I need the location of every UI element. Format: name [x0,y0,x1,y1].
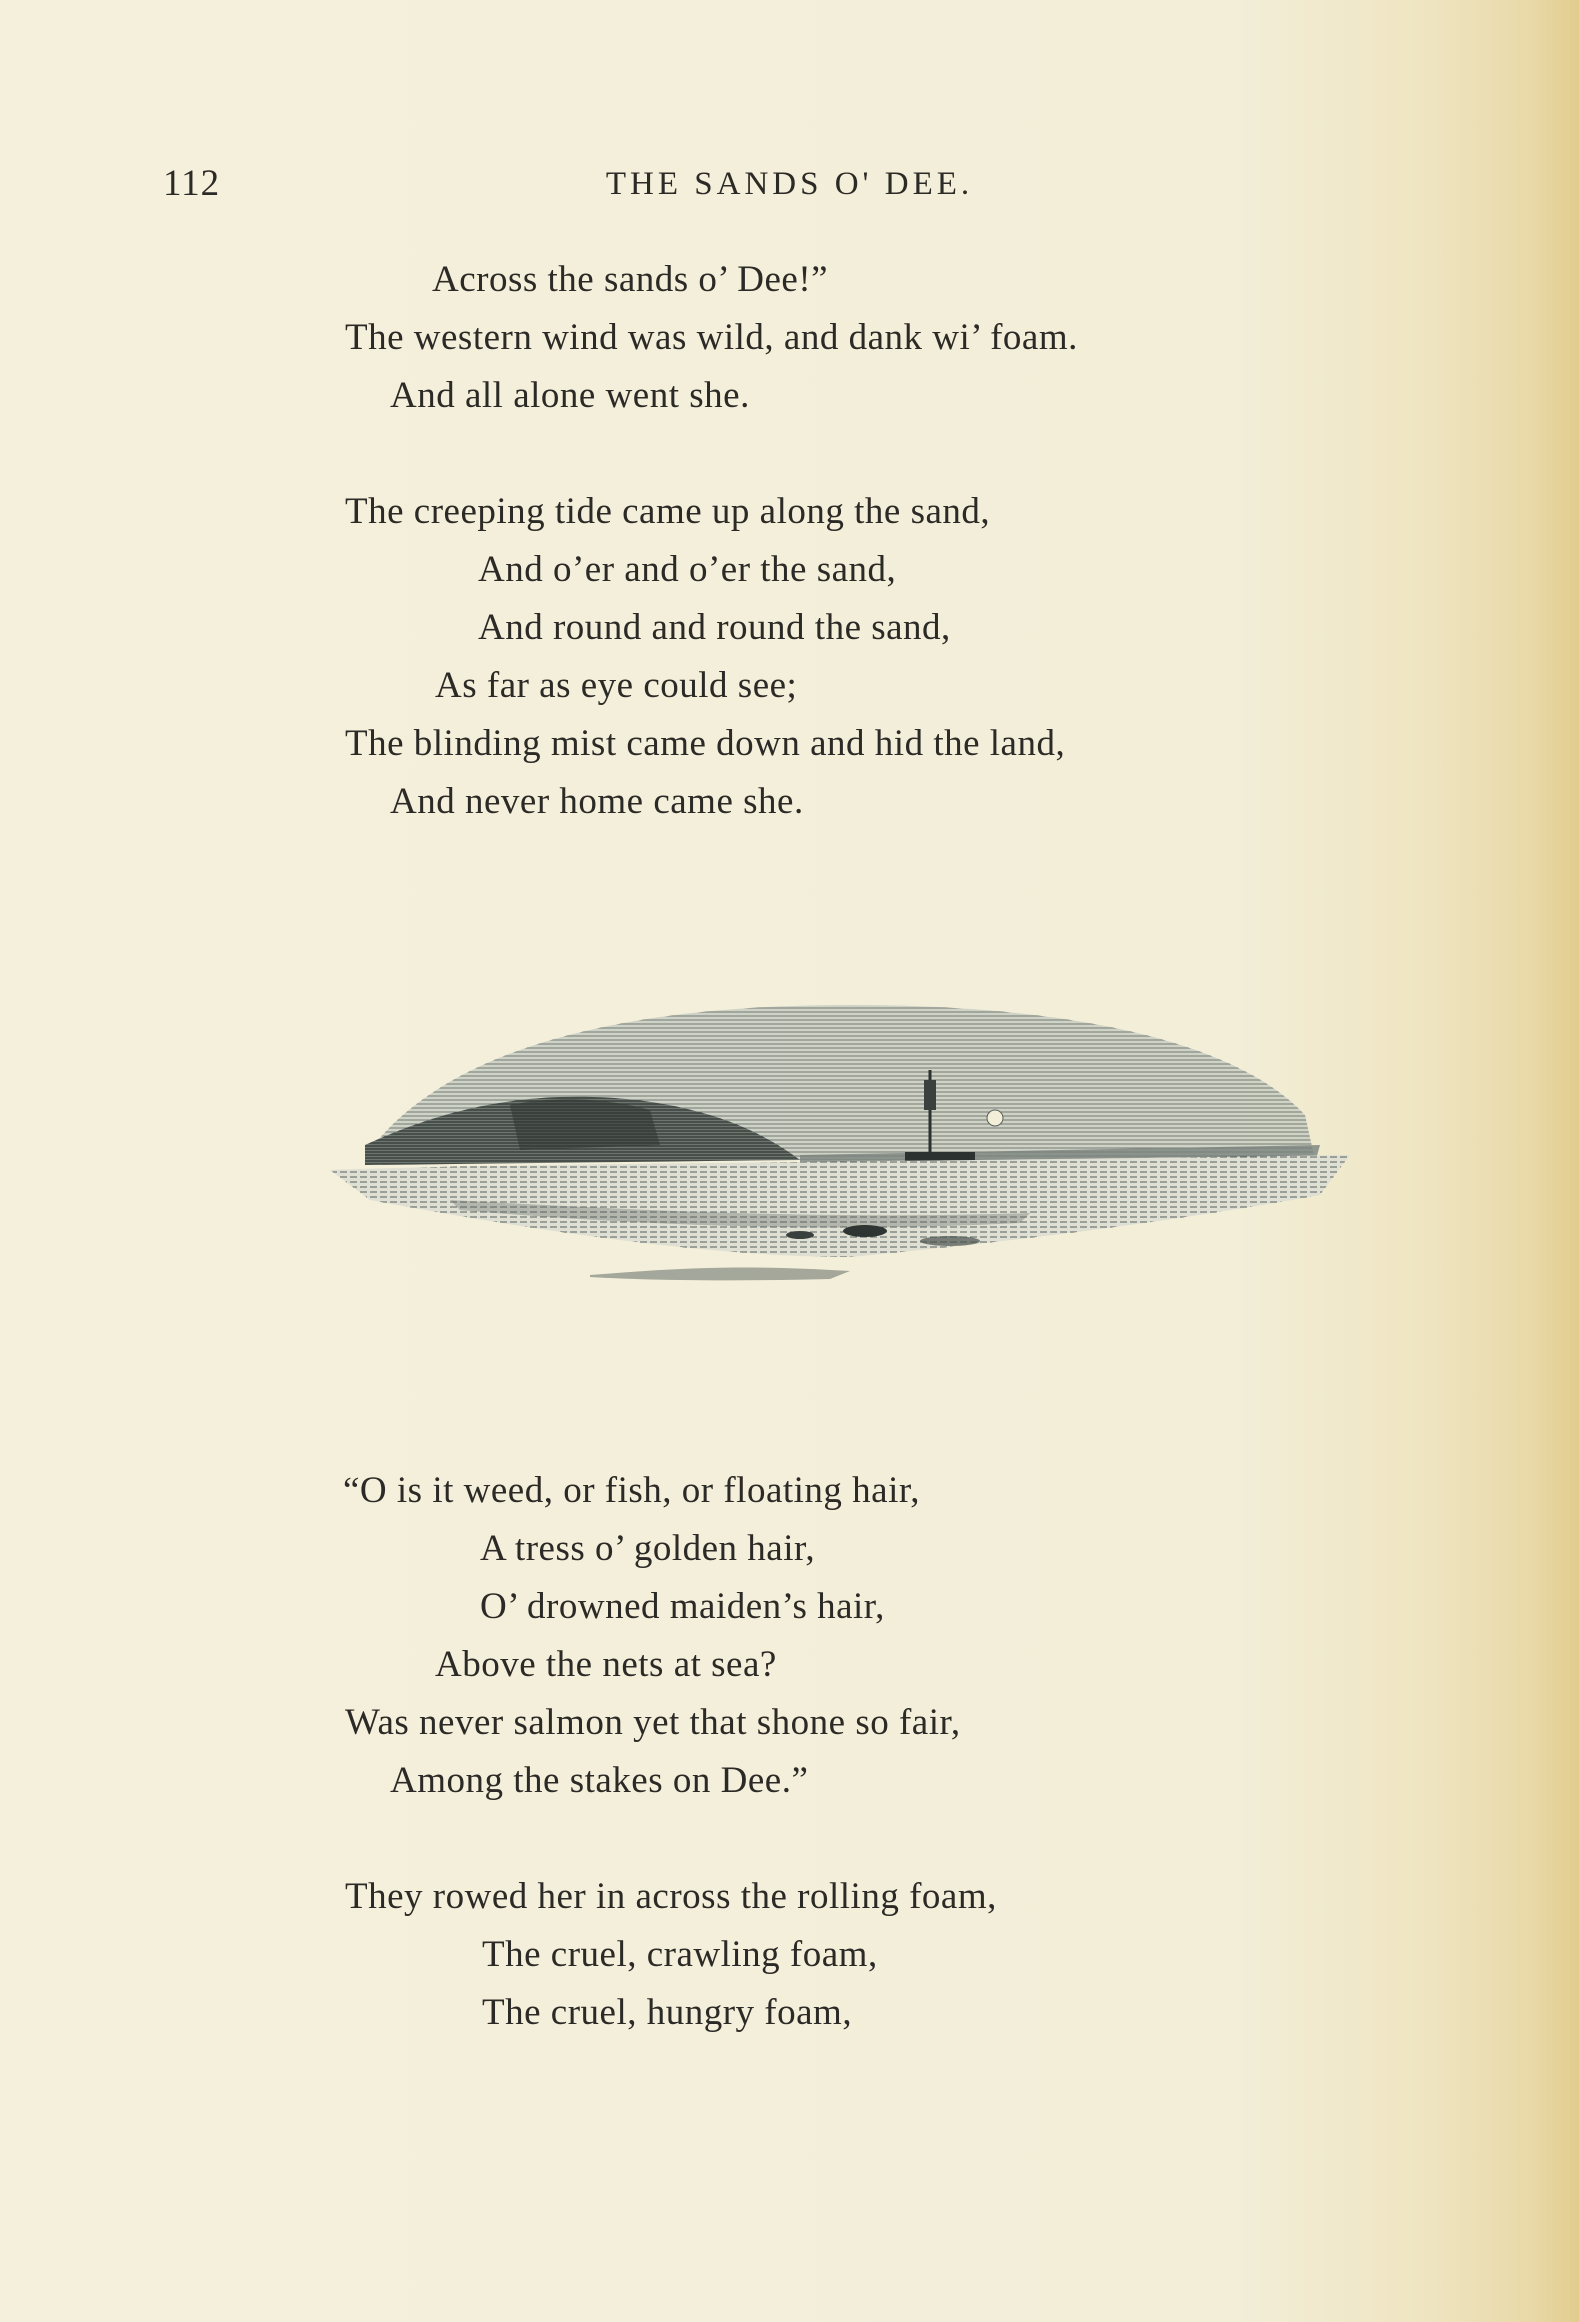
moon [987,1110,1003,1126]
poem-line: And all alone went she. [390,375,750,416]
poem-line: Was never salmon yet that shone so fair, [345,1702,961,1743]
page-number: 112 [163,163,221,204]
poem-line: The blinding mist came down and hid the land, [345,723,1066,764]
poem-line: And o’er and o’er the sand, [478,549,897,590]
seascape-engraving [330,995,1350,1295]
poem-line: O’ drowned maiden’s hair, [480,1586,885,1627]
poem-line: Above the nets at sea? [435,1644,777,1685]
poem-line: The cruel, crawling foam, [482,1934,878,1975]
poem-line: Across the sands o’ Dee!” [432,259,829,300]
running-title: THE SANDS O' DEE. [605,166,974,202]
poem-line: Among the stakes on Dee.” [390,1760,809,1801]
rock [843,1225,887,1237]
poem-line: They rowed her in across the rolling foam, [345,1876,997,1917]
poem-line: “O is it weed, or fish, or floating hair, [343,1470,920,1511]
poem-line: The western wind was wild, and dank wi’ foam. [345,317,1078,358]
poem-line: The cruel, hungry foam, [482,1992,853,2033]
poem-line: As far as eye could see; [435,665,798,706]
poem-line: And never home came she. [390,781,804,822]
poem-line: And round and round the sand, [478,607,951,648]
poem-line: The creeping tide came up along the sand, [345,491,991,532]
poem-line: A tress o’ golden hair, [480,1528,816,1569]
